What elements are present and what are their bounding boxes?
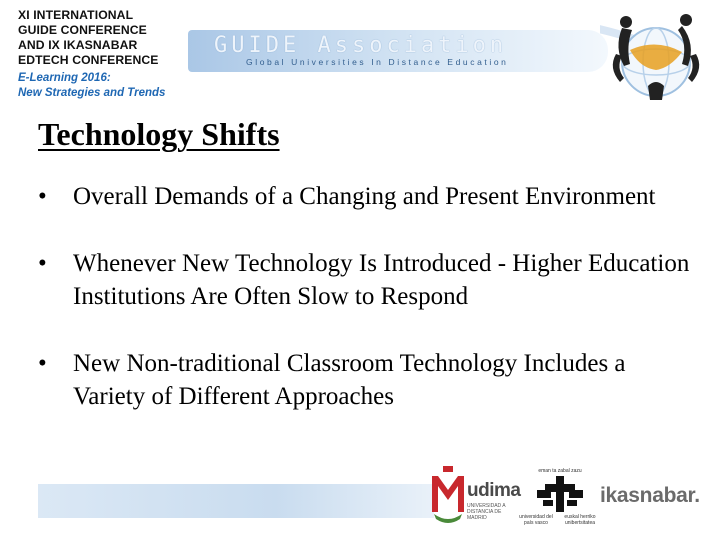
bullet-item [38,247,698,313]
bullet-text: New Non-traditional Classroom Technology Includes a Variety of Different Approaches [73,350,626,410]
conference-line-4: EDTECH CONFERENCE [18,53,159,67]
slide-title: Technology Shifts [38,116,280,152]
bullet-marker: • [38,250,47,277]
conference-line-2: GUIDE CONFERENCE [18,23,147,37]
conference-subtitle-2: New Strategies and Trends [18,87,166,99]
bullet-marker: • [38,183,47,210]
guide-globe-people-logo-icon [600,8,712,108]
ehu-tagline: eman ta zabal zazu [538,468,582,474]
bullet-list [38,180,698,447]
udima-logo [430,464,521,528]
bullet-item [38,180,698,213]
bullet-marker: • [38,350,47,377]
guide-association-banner [188,30,608,72]
conference-info [18,8,193,101]
footer-band [38,484,434,518]
conference-line-1: XI INTERNATIONAL [18,8,134,22]
ehu-left-caption: universidad del país vasco [519,514,553,526]
bullet-text: Whenever New Technology Is Introduced - Higher Education Institutions Are Often Slow to Respond [73,250,690,310]
ehu-tree-emblem-icon [535,476,585,512]
banner-title: GUIDE Association [214,33,508,58]
udima-emblem-icon [430,466,466,526]
ikasnabar-logo: ikasnabar. [600,484,700,507]
udima-wordmark: udima [467,480,521,501]
ehu-right-caption: euskal herriko unibertsitatea [564,514,596,526]
conference-subtitle-1: E-Learning 2016: [18,72,111,84]
udima-caption: UNIVERSIDAD A DISTANCIA DE MADRID [467,503,506,521]
bullet-item [38,347,698,413]
ehu-logo [518,468,602,530]
bullet-text: Overall Demands of a Changing and Present Environment [73,183,656,210]
banner-tagline: Global Universities In Distance Education [246,57,509,67]
conference-line-3: AND IX IKASNABAR [18,38,138,52]
